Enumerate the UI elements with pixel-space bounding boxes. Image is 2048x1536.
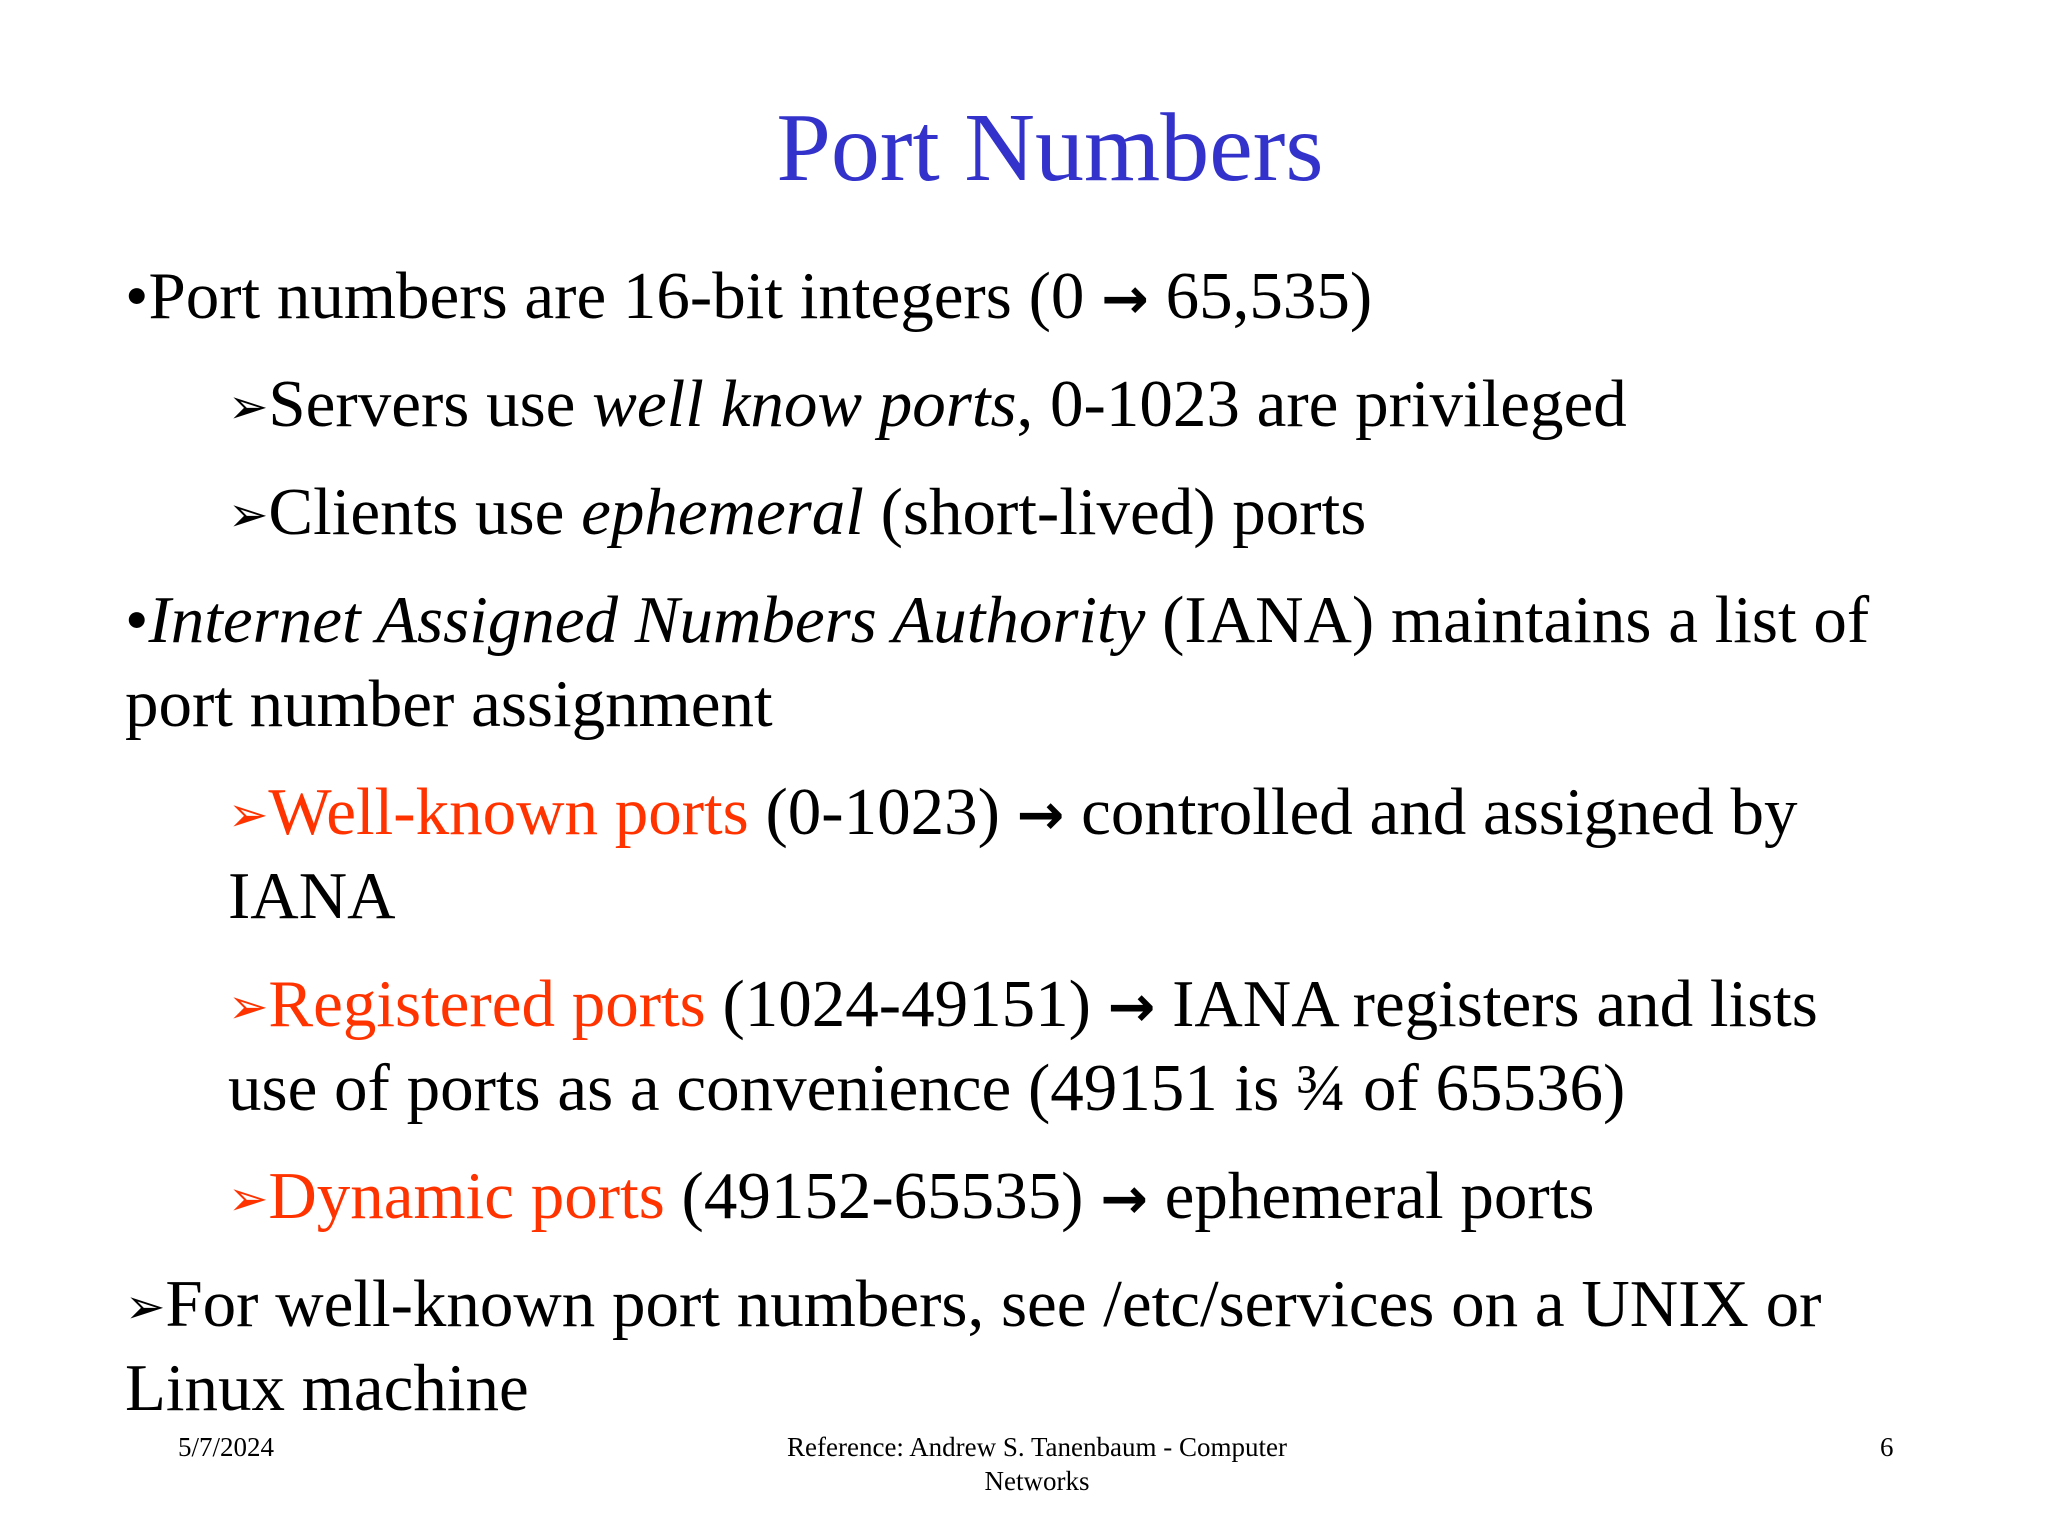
subbullet-text: (49152-65535) bbox=[664, 1159, 1101, 1233]
bullet-icon: • bbox=[125, 583, 149, 657]
triangle-bullet-icon: ➢ bbox=[228, 787, 269, 844]
bullet-text: (IANA) maintains a list of bbox=[1145, 583, 1870, 657]
bullet-iana-continued bbox=[125, 662, 773, 746]
triangle-bullet-icon: ➢ bbox=[125, 1279, 166, 1336]
subbullet-text: Clients use bbox=[268, 475, 582, 549]
subbullet-registered bbox=[228, 962, 1818, 1049]
subbullet-text: Servers use bbox=[268, 367, 593, 441]
subbullet-text-end: (short-lived) ports bbox=[863, 475, 1367, 549]
subbullet-text: (1024-49151) bbox=[705, 967, 1108, 1041]
triangle-bullet-icon: ➢ bbox=[228, 379, 269, 436]
bullet-icon: • bbox=[125, 259, 149, 333]
bullet-port-range bbox=[125, 254, 1372, 341]
bullet-etc-services-continued bbox=[125, 1346, 529, 1430]
subbullet-well-known-continued bbox=[228, 854, 395, 938]
triangle-bullet-icon: ➢ bbox=[228, 487, 269, 544]
bullet-text: For well-known port numbers, see /etc/services on a UNIX or bbox=[165, 1267, 1822, 1341]
bullet-text: port number assignment bbox=[125, 667, 773, 741]
subbullet-text-end: IANA registers and lists bbox=[1155, 967, 1818, 1041]
subbullet-emphasis: ephemeral bbox=[581, 475, 864, 549]
footer-page-number: 6 bbox=[1880, 1432, 1894, 1462]
bullet-text: Linux machine bbox=[125, 1351, 529, 1425]
subbullet-accent: Dynamic ports bbox=[268, 1159, 665, 1233]
bullet-etc-services bbox=[125, 1262, 1821, 1349]
slide-title: Port Numbers bbox=[776, 94, 1324, 202]
footer-reference: Reference: Andrew S. Tanenbaum - Computer Networks bbox=[787, 1432, 1287, 1496]
bullet-emphasis: Internet Assigned Numbers Authority bbox=[148, 583, 1146, 657]
subbullet-text-end: controlled and assigned by bbox=[1064, 775, 1798, 849]
subbullet-accent: Registered ports bbox=[268, 967, 706, 1041]
triangle-bullet-icon: ➢ bbox=[228, 1171, 269, 1228]
bullet-iana bbox=[125, 578, 1869, 662]
arrow-right-icon: → bbox=[1101, 266, 1149, 332]
subbullet-text-end: ephemeral ports bbox=[1147, 1159, 1595, 1233]
subbullet-well-known bbox=[228, 770, 1797, 857]
subbullet-dynamic bbox=[228, 1154, 1594, 1241]
subbullet-text: use of ports as a convenience (49151 is ¾ of 65536) bbox=[228, 1051, 1626, 1125]
arrow-right-icon: → bbox=[1107, 974, 1156, 1040]
subbullet-text-end: , 0-1023 are privileged bbox=[1016, 367, 1627, 441]
bullet-text: Port numbers are 16-bit integers (0 bbox=[148, 259, 1102, 333]
arrow-right-icon: → bbox=[1100, 1166, 1148, 1232]
subbullet-emphasis: well know ports bbox=[592, 367, 1017, 441]
bullet-text-end: 65,535) bbox=[1148, 259, 1373, 333]
subbullet-servers bbox=[228, 362, 1627, 449]
subbullet-registered-continued bbox=[228, 1046, 1625, 1130]
arrow-right-icon: → bbox=[1016, 782, 1065, 848]
subbullet-text: (0-1023) bbox=[748, 775, 1017, 849]
subbullet-clients bbox=[228, 470, 1366, 557]
triangle-bullet-icon: ➢ bbox=[228, 979, 269, 1036]
subbullet-accent: Well-known ports bbox=[268, 775, 749, 849]
subbullet-text: IANA bbox=[228, 859, 396, 933]
footer-date: 5/7/2024 bbox=[178, 1432, 275, 1462]
